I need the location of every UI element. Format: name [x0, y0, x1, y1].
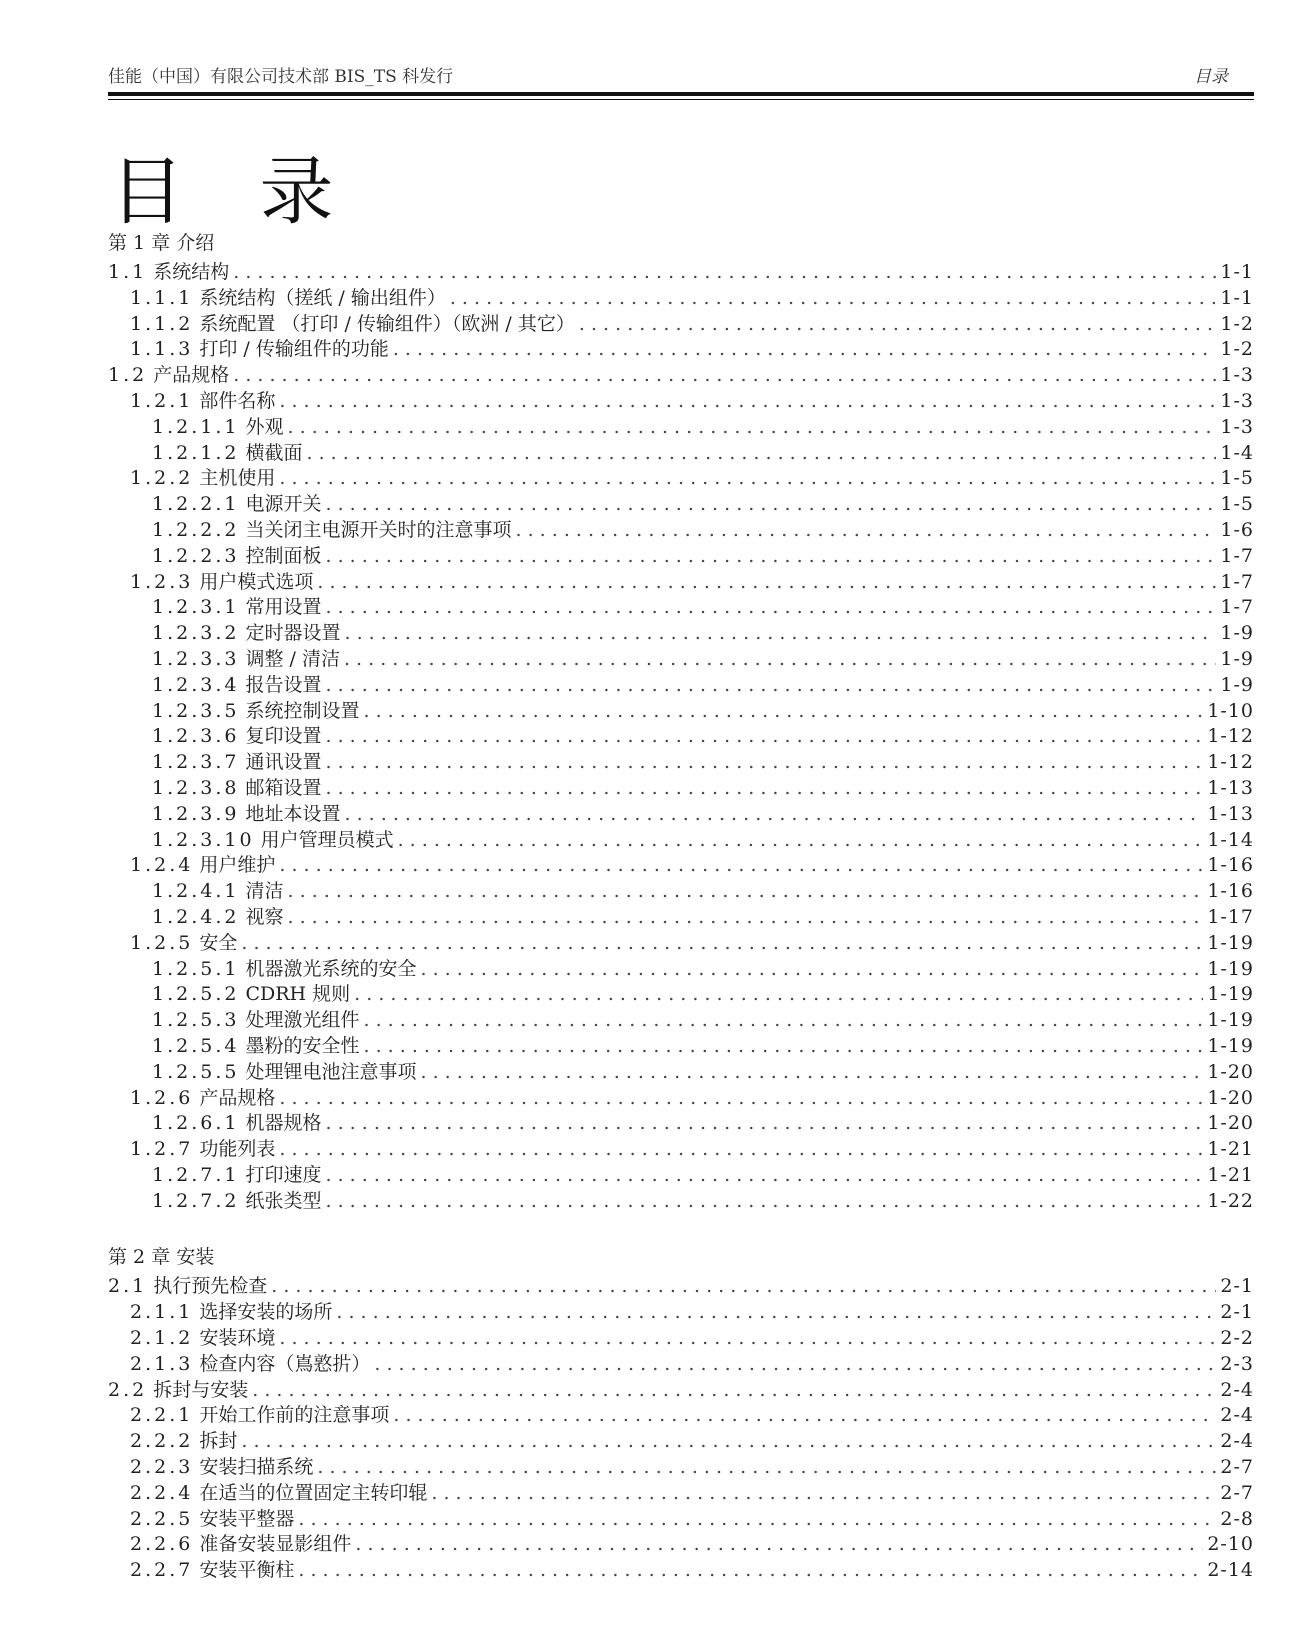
toc-entry[interactable]: [108, 828, 1254, 854]
toc-entry-title: 功能列表: [199, 1138, 276, 1161]
toc-entry-number: 1.2.5: [130, 931, 194, 954]
toc-entry-number: 1.2.5.1: [152, 957, 240, 980]
toc-entry-title: 拆封与安装: [153, 1378, 249, 1401]
toc-entry[interactable]: [108, 492, 1254, 518]
toc-entry-title: 用户管理员模式: [260, 828, 394, 851]
toc-entry-page: 1-9: [1220, 673, 1254, 696]
toc-entry[interactable]: [108, 1403, 1254, 1429]
toc-dot-leader: [233, 260, 1216, 286]
chapter-heading: 第 2 章 安装: [108, 1246, 215, 1269]
toc-entry-title: 检查内容（嶌憝扸）: [199, 1352, 371, 1375]
toc-entry-number: 1.2.6.1: [152, 1112, 240, 1135]
toc-entry[interactable]: [108, 415, 1254, 441]
toc-dot-leader: [364, 1008, 1204, 1034]
toc-entry-number: 1.2.3.6: [152, 725, 240, 748]
toc-entry-number: 1.2.3.10: [152, 828, 255, 851]
toc-entry[interactable]: [108, 1060, 1254, 1086]
toc-entry[interactable]: [108, 1086, 1254, 1112]
toc-entry-page: 1-20: [1207, 1086, 1254, 1109]
toc-dot-leader: [374, 1352, 1216, 1378]
toc-entry-title: 报告设置: [245, 673, 322, 696]
toc-entry[interactable]: [108, 724, 1254, 750]
toc-entry-number: 1.2.1.1: [152, 415, 240, 438]
toc-entry-title: 在适当的位置固定主转印辊: [199, 1481, 428, 1504]
toc-entry[interactable]: [108, 389, 1254, 415]
toc-entry-number: 1.2.5.5: [152, 1060, 240, 1083]
toc-entry-number: 2.1.2: [130, 1327, 194, 1350]
toc-dot-leader: [364, 699, 1204, 725]
toc-entry-title: 处理激光组件: [245, 1009, 360, 1032]
toc-dot-leader: [279, 1137, 1203, 1163]
toc-entry-number: 1.1.2: [130, 312, 194, 335]
toc-entry-number: 2.2.3: [130, 1456, 194, 1479]
toc-entry-page: 1-21: [1207, 1163, 1254, 1186]
toc-entry-number: 2.2.6: [130, 1533, 194, 1556]
toc-dot-leader: [326, 1189, 1204, 1215]
toc-entry-number: 1.2.1: [130, 389, 194, 412]
toc-entry-title: 定时器设置: [245, 622, 341, 645]
toc-entry-title: 机器规格: [245, 1112, 322, 1135]
toc-entry-number: 1.1.1: [130, 286, 194, 309]
toc-entry[interactable]: [108, 1034, 1254, 1060]
toc-dot-leader: [431, 1481, 1216, 1507]
toc-entry-title: 处理锂电池注意事项: [245, 1060, 417, 1083]
toc-entry-number: 1.2.2.2: [152, 518, 240, 541]
toc-entry-page: 2-2: [1220, 1327, 1254, 1350]
toc-entry-title: 系统配置 （打印 / 传输组件）（欧洲 / 其它）: [199, 312, 575, 335]
toc-entry-title: 纸张类型: [245, 1189, 322, 1212]
toc-entry-title: 开始工作前的注意事项: [199, 1404, 390, 1427]
toc-dot-leader: [288, 905, 1204, 931]
toc-entry-page: 1-19: [1207, 931, 1254, 954]
toc-entry-title: 通讯设置: [245, 751, 322, 774]
toc-entry[interactable]: [108, 1352, 1254, 1378]
toc-entry[interactable]: [108, 699, 1254, 725]
toc-entry-number: 1.2.3.1: [152, 596, 240, 619]
toc-entry-page: 1-12: [1207, 725, 1254, 748]
toc-dot-leader: [393, 1403, 1216, 1429]
toc-entry[interactable]: [108, 1532, 1254, 1558]
toc-entry-number: 2.1.3: [130, 1352, 194, 1375]
toc-dot-leader: [326, 673, 1217, 699]
toc-dot-leader: [364, 1034, 1204, 1060]
toc-entry-number: 2.1.1: [130, 1301, 194, 1324]
toc-entry-title: 控制面板: [245, 544, 322, 567]
toc-entry[interactable]: [108, 260, 1254, 286]
toc-entry-page: 2-10: [1207, 1533, 1254, 1556]
toc-entry-page: 1-13: [1207, 776, 1254, 799]
toc-list: [108, 1274, 1254, 1584]
toc-entry-number: 1.2.3.9: [152, 802, 240, 825]
toc-entry-number: 1.2.7.1: [152, 1163, 240, 1186]
toc-entry-page: 2-1: [1220, 1301, 1254, 1324]
toc-entry-page: 1-1: [1220, 286, 1254, 309]
toc-entry-number: 1.2.4: [130, 854, 194, 877]
toc-entry[interactable]: [108, 312, 1254, 338]
toc-entry-page: 1-7: [1220, 570, 1254, 593]
toc-entry-title: 产品规格: [199, 1086, 276, 1109]
toc-entry[interactable]: [108, 1481, 1254, 1507]
toc-entry-title: 主机使用: [199, 467, 276, 490]
toc-entry-page: 1-10: [1207, 699, 1254, 722]
toc-entry-number: 1.1.3: [130, 338, 194, 361]
toc-entry-title: 产品规格: [153, 364, 230, 387]
toc-entry-page: 2-8: [1220, 1507, 1254, 1530]
toc-entry[interactable]: [108, 1378, 1254, 1404]
header-company: 佳能（中国）有限公司技术部 BIS_TS 科发行: [108, 67, 454, 87]
toc-entry-number: 2.2.2: [130, 1430, 194, 1453]
toc-entry[interactable]: [108, 337, 1254, 363]
toc-entry-title: 复印设置: [245, 725, 322, 748]
toc-dot-leader: [326, 750, 1204, 776]
toc-entry-number: 1.2.6: [130, 1086, 194, 1109]
chapter-heading: 第 1 章 介绍: [108, 232, 215, 254]
toc-dot-leader: [279, 1086, 1203, 1112]
toc-dot-leader: [241, 931, 1203, 957]
toc-entry-number: 1.2: [108, 364, 148, 387]
toc-entry-title: 安装平衡柱: [199, 1559, 295, 1582]
toc-entry-number: 1.2.3.5: [152, 699, 240, 722]
toc-entry-page: 2-7: [1220, 1481, 1254, 1504]
header-section: 目录: [1194, 67, 1228, 87]
toc-entry-title: 当关闭主电源开关时的注意事项: [245, 518, 512, 541]
toc-entry-title: 部件名称: [199, 389, 276, 412]
toc-entry[interactable]: [108, 1429, 1254, 1455]
toc-entry[interactable]: [108, 286, 1254, 312]
toc-entry-title: 系统结构（搓纸 / 输出组件）: [199, 286, 446, 309]
toc-entry[interactable]: [108, 982, 1254, 1008]
toc-entry-page: 1-5: [1220, 467, 1254, 490]
toc-entry-title: 调整 / 清洁: [245, 647, 340, 670]
toc-entry[interactable]: [108, 570, 1254, 596]
toc-dot-leader: [354, 982, 1203, 1008]
toc-content: [108, 230, 1254, 1584]
toc-entry-page: 1-21: [1207, 1138, 1254, 1161]
toc-entry-page: 1-4: [1220, 441, 1254, 464]
toc-entry-number: 1.2.7: [130, 1138, 194, 1161]
toc-entry-page: 1-3: [1220, 389, 1254, 412]
toc-entry-page: 1-1: [1220, 261, 1254, 283]
toc-entry-page: 1-12: [1207, 751, 1254, 774]
toc-list: [108, 260, 1254, 1214]
toc-dot-leader: [398, 828, 1204, 854]
toc-entry-title: 用户维护: [199, 854, 276, 877]
toc-dot-leader: [317, 1455, 1216, 1481]
toc-dot-leader: [421, 957, 1204, 983]
toc-entry-number: 1.2.4.2: [152, 905, 240, 928]
toc-dot-leader: [336, 1300, 1216, 1326]
toc-dot-leader: [421, 1060, 1204, 1086]
toc-entry-number: 1.2.4.1: [152, 880, 240, 903]
toc-entry-page: 1-13: [1207, 802, 1254, 825]
toc-entry-title: 系统控制设置: [245, 699, 360, 722]
toc-entry-title: 准备安装显影组件: [199, 1533, 352, 1556]
toc-entry-number: 1.2.5.4: [152, 1034, 240, 1057]
toc-entry-number: 2.2.7: [130, 1559, 194, 1582]
toc-dot-leader: [345, 621, 1217, 647]
toc-dot-leader: [317, 570, 1216, 596]
toc-entry-page: 1-17: [1207, 905, 1254, 928]
toc-dot-leader: [298, 1558, 1203, 1584]
toc-dot-leader: [326, 1111, 1204, 1137]
toc-entry[interactable]: [108, 1326, 1254, 1352]
toc-dot-leader: [279, 1326, 1216, 1352]
toc-entry-number: 1.2.5.3: [152, 1009, 240, 1032]
toc-entry-page: 1-2: [1220, 312, 1254, 335]
toc-dot-leader: [326, 492, 1217, 518]
toc-entry-title: 横截面: [245, 441, 303, 464]
toc-entry-page: 2-1: [1220, 1275, 1254, 1298]
toc-entry-number: 1.2.7.2: [152, 1189, 240, 1212]
toc-entry[interactable]: [108, 1189, 1254, 1215]
toc-dot-leader: [326, 544, 1217, 570]
toc-dot-leader: [393, 337, 1217, 363]
toc-dot-leader: [326, 595, 1217, 621]
toc-entry[interactable]: [108, 802, 1254, 828]
toc-entry-page: 1-20: [1207, 1060, 1254, 1083]
page-header: [108, 58, 1246, 88]
toc-dot-leader: [288, 879, 1204, 905]
toc-entry-page: 1-19: [1207, 1034, 1254, 1057]
toc-entry[interactable]: [108, 363, 1254, 389]
toc-entry-title: 地址本设置: [245, 802, 341, 825]
toc-entry-number: 1.2.2.3: [152, 544, 240, 567]
toc-entry[interactable]: [108, 595, 1254, 621]
toc-entry-title: 安全: [199, 931, 238, 954]
toc-entry-number: 1.2.5.2: [152, 983, 240, 1006]
toc-dot-leader: [344, 647, 1216, 673]
toc-entry-number: 1.1: [108, 261, 148, 283]
toc-entry-page: 1-19: [1207, 1009, 1254, 1032]
toc-entry[interactable]: [108, 879, 1254, 905]
toc-entry-number: 1.2.3.2: [152, 622, 240, 645]
toc-entry[interactable]: [108, 853, 1254, 879]
toc-entry-title: 视察: [245, 905, 284, 928]
toc-entry-title: 安装平整器: [199, 1507, 295, 1530]
toc-dot-leader: [241, 1429, 1216, 1455]
toc-entry-number: 2.2.5: [130, 1507, 194, 1530]
toc-dot-leader: [233, 363, 1216, 389]
toc-entry[interactable]: [108, 673, 1254, 699]
toc-entry[interactable]: [108, 1137, 1254, 1163]
toc-entry-page: 2-3: [1220, 1352, 1254, 1375]
toc-entry-title: 打印 / 传输组件的功能: [199, 338, 389, 361]
toc-entry-page: 1-19: [1207, 957, 1254, 980]
toc-entry-number: 1.2.3: [130, 570, 194, 593]
toc-dot-leader: [345, 802, 1204, 828]
toc-entry-title: CDRH 规则: [245, 983, 351, 1006]
toc-entry-page: 2-4: [1220, 1430, 1254, 1453]
chapter-gap: [108, 1214, 1254, 1244]
toc-dot-leader: [307, 441, 1217, 467]
toc-entry[interactable]: [108, 1111, 1254, 1137]
toc-entry[interactable]: [108, 1008, 1254, 1034]
toc-entry-title: 机器激光系统的安全: [245, 957, 417, 980]
toc-entry-title: 安装扫描系统: [199, 1456, 314, 1479]
toc-entry-page: 1-9: [1220, 622, 1254, 645]
toc-entry-title: 常用设置: [245, 596, 322, 619]
toc-dot-leader: [326, 724, 1204, 750]
toc-entry-title: 电源开关: [245, 493, 322, 516]
toc-entry-page: 1-7: [1220, 544, 1254, 567]
toc-entry-page: 1-20: [1207, 1112, 1254, 1135]
toc-entry-page: 2-14: [1207, 1559, 1254, 1582]
toc-entry[interactable]: [108, 1507, 1254, 1533]
toc-dot-leader: [271, 1274, 1216, 1300]
toc-entry-title: 拆封: [199, 1430, 238, 1453]
toc-entry[interactable]: [108, 905, 1254, 931]
toc-entry[interactable]: [108, 544, 1254, 570]
toc-dot-leader: [279, 389, 1216, 415]
toc-dot-leader: [298, 1507, 1216, 1533]
toc-entry[interactable]: [108, 466, 1254, 492]
toc-entry[interactable]: [108, 518, 1254, 544]
toc-dot-leader: [279, 466, 1216, 492]
toc-dot-leader: [355, 1532, 1203, 1558]
toc-entry-page: 1-16: [1207, 854, 1254, 877]
toc-entry-number: 1.2.3.8: [152, 776, 240, 799]
toc-entry-page: 1-14: [1207, 828, 1254, 851]
toc-entry[interactable]: [108, 1274, 1254, 1300]
toc-entry-page: 2-7: [1220, 1456, 1254, 1479]
toc-entry[interactable]: [108, 1455, 1254, 1481]
toc-entry-number: 1.2.3.3: [152, 647, 240, 670]
toc-entry-number: 2.2.1: [130, 1404, 194, 1427]
toc-entry-number: 1.2.3.4: [152, 673, 240, 696]
toc-entry-number: 1.2.1.2: [152, 441, 240, 464]
toc-entry-number: 1.2.3.7: [152, 751, 240, 774]
header-rule-thin: [108, 99, 1254, 100]
toc-dot-leader: [252, 1378, 1216, 1404]
toc-entry-title: 清洁: [245, 880, 284, 903]
toc-entry-number: 2.2: [108, 1378, 148, 1401]
toc-entry[interactable]: [108, 931, 1254, 957]
toc-entry-title: 用户模式选项: [199, 570, 314, 593]
toc-dot-leader: [326, 776, 1204, 802]
toc-dot-leader: [579, 312, 1217, 338]
toc-entry-title: 安装环境: [199, 1327, 276, 1350]
toc-entry[interactable]: [108, 621, 1254, 647]
toc-dot-leader: [288, 415, 1217, 441]
toc-entry-page: 2-4: [1220, 1378, 1254, 1401]
toc-dot-leader: [450, 286, 1217, 312]
toc-entry-number: 2.1: [108, 1275, 148, 1298]
toc-entry-title: 执行预先检查: [153, 1275, 268, 1298]
toc-entry-page: 1-7: [1220, 596, 1254, 619]
toc-entry[interactable]: [108, 750, 1254, 776]
toc-entry-page: 1-19: [1207, 983, 1254, 1006]
toc-entry[interactable]: [108, 1558, 1254, 1584]
toc-entry-number: 1.2.2: [130, 467, 194, 490]
toc-entry-number: 1.2.2.1: [152, 493, 240, 516]
toc-entry[interactable]: [108, 776, 1254, 802]
toc-entry[interactable]: [108, 1300, 1254, 1326]
header-rule-thick: [108, 92, 1254, 96]
toc-entry-page: 1-2: [1220, 338, 1254, 361]
toc-dot-leader: [279, 853, 1203, 879]
toc-entry-page: 2-4: [1220, 1404, 1254, 1427]
toc-entry[interactable]: [108, 441, 1254, 467]
page-title: 目 录: [110, 148, 360, 235]
toc-entry[interactable]: [108, 957, 1254, 983]
toc-entry-page: 1-16: [1207, 880, 1254, 903]
toc-entry-title: 选择安装的场所: [199, 1301, 333, 1324]
toc-entry[interactable]: [108, 1163, 1254, 1189]
toc-entry-title: 系统结构: [153, 261, 230, 283]
toc-entry-page: 1-22: [1207, 1189, 1254, 1212]
toc-entry-page: 1-3: [1220, 364, 1254, 387]
toc-entry-title: 打印速度: [245, 1163, 322, 1186]
toc-entry-number: 2.2.4: [130, 1481, 194, 1504]
toc-dot-leader: [516, 518, 1217, 544]
toc-entry[interactable]: [108, 647, 1254, 673]
toc-entry-title: 墨粉的安全性: [245, 1034, 360, 1057]
toc-entry-title: 邮箱设置: [245, 776, 322, 799]
toc-dot-leader: [326, 1163, 1204, 1189]
toc-entry-page: 1-6: [1220, 518, 1254, 541]
toc-entry-page: 1-5: [1220, 493, 1254, 516]
toc-entry-page: 1-3: [1220, 415, 1254, 438]
toc-entry-title: 外观: [245, 415, 284, 438]
toc-entry-page: 1-9: [1220, 647, 1254, 670]
